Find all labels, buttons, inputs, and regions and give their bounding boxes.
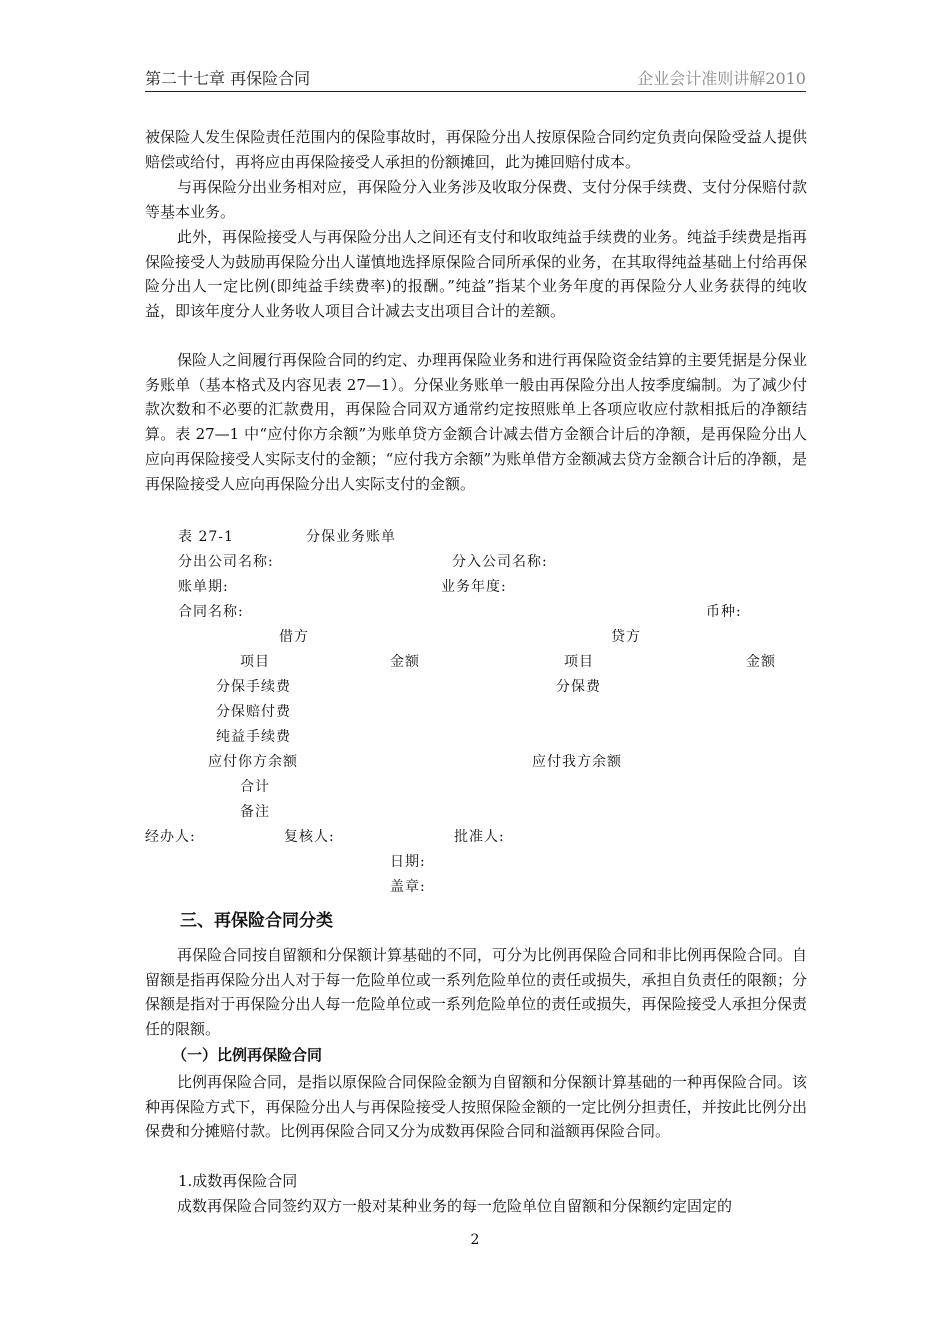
subheading-proportional: （一）比例再保险合同 bbox=[172, 1046, 323, 1064]
table-label: 表 27-1 bbox=[178, 529, 234, 545]
handler-label: 经办人: bbox=[145, 829, 196, 845]
row-reinsurance-claims: 分保赔付费 bbox=[216, 704, 291, 720]
business-year-label: 业务年度: bbox=[441, 579, 507, 595]
paragraph-7: 成数再保险合同签约双方一般对某种业务的每一危险单位自留额和分保额约定固定的 bbox=[177, 1197, 733, 1215]
column-amount-credit: 金额 bbox=[746, 654, 776, 670]
page-number: 2 bbox=[470, 1232, 480, 1248]
accepting-company-label: 分入公司名称: bbox=[452, 554, 548, 570]
column-item-credit: 项目 bbox=[564, 654, 594, 670]
column-amount-debit: 金额 bbox=[390, 654, 420, 670]
debit-header: 借方 bbox=[279, 629, 309, 645]
row-total: 合计 bbox=[240, 779, 270, 795]
bill-period-label: 账单期: bbox=[178, 579, 229, 595]
date-label: 日期: bbox=[390, 854, 426, 870]
row-balance-due-you: 应付你方余额 bbox=[208, 754, 298, 770]
row-profit-commission: 纯益手续费 bbox=[216, 729, 291, 745]
paragraph-2: 与再保险分出业务相对应，再保险分入业务涉及收取分保费、支付分保手续费、支付分保赔付款等基本业务。 bbox=[145, 178, 808, 221]
paragraph-3: 此外，再保险接受人与再保险分出人之间还有支付和收取纯益手续费的业务。纯益手续费是指再保险接受人为鼓励再保险分出人谨慎地选择原保险合同所承保的业务，在其取得纯益基础上付给再保险分出人一定比例(即纯益手续费率)的报酬。”纯益”指某个业务年度的再保险分人业务获得的纯收益，即该年度分人业务收人项目合计减去支出项目合计的差额。 bbox=[145, 228, 808, 321]
paragraph-5: 再保险合同按自留额和分保额计算基础的不同，可分为比例再保险合同和非比例再保险合同。自留额是指再保险分出人对于每一危险单位或一系列危险单位的责任或损失，承担自负责任的限额；分保额是指对于再保险分出人每一危险单位或一系列危险单位的责任或损失，再保险接受人承担分保责任的限额。 bbox=[145, 946, 808, 1039]
seal-label: 盖章: bbox=[390, 879, 426, 895]
row-reinsurance-premium: 分保费 bbox=[556, 679, 601, 695]
reviewer-label: 复核人: bbox=[284, 829, 335, 845]
credit-header: 贷方 bbox=[611, 629, 641, 645]
paragraph-1: 被保险人发生保险责任范围内的保险事故时，再保险分出人按原保险合同约定负责向保险受益人提供赔偿或给付，再将应由再保险接受人承担的份额摊回，此为摊回赔付成本。 bbox=[145, 128, 807, 171]
contract-name-label: 合同名称: bbox=[178, 604, 244, 620]
row-ceding-commission: 分保手续费 bbox=[216, 679, 291, 695]
currency-label: 币种: bbox=[706, 604, 742, 620]
ceding-company-label: 分出公司名称: bbox=[178, 554, 274, 570]
paragraph-6: 比例再保险合同，是指以原保险合同保险金额为自留额和分保额计算基础的一种再保险合同。该种再保险方式下，再保险分出人与再保险接受人按照保险金额的一定比例分担责任，并按此比例分出保费和分摊赔付款。比例再保险合同又分为成数再保险合同和溢额再保险合同。 bbox=[145, 1073, 808, 1141]
subheading-quota-share: 1.成数再保险合同 bbox=[178, 1172, 298, 1190]
paragraph-4: 保险人之间履行再保险合同的约定、办理再保险业务和进行再保险资金结算的主要凭据是分保业务账单（基本格式及内容见表 27—1）。分保业务账单一般由再保险分出人按季度编制。为了减少付款次数和不必要的汇款费用，再保险合同双方通常约定按照账单上各项应收应付款相抵后的净额结算。表 27—1 中“应付你方余额”为账单贷方金额合计减去借方金额合计后的净额，是再保险分出人应向再保险接受人实际支付的金额；“应付我方余额”为账单借方金额减去贷方金额合计后的净额，是再保险接受人应向再保险分出人实际支付的金额。 bbox=[145, 351, 808, 493]
page-header-chapter: 第二十七章 再保险合同 bbox=[145, 69, 311, 88]
row-remarks: 备注 bbox=[240, 804, 270, 820]
table-title: 分保业务账单 bbox=[306, 529, 396, 545]
section-heading-classification: 三、再保险合同分类 bbox=[180, 911, 333, 931]
column-item-debit: 项目 bbox=[240, 654, 270, 670]
header-rule bbox=[145, 91, 806, 92]
page-header-book-title: 企业会计准则讲解2010 bbox=[637, 69, 806, 88]
row-balance-due-us: 应付我方余额 bbox=[532, 754, 622, 770]
approver-label: 批准人: bbox=[454, 829, 505, 845]
